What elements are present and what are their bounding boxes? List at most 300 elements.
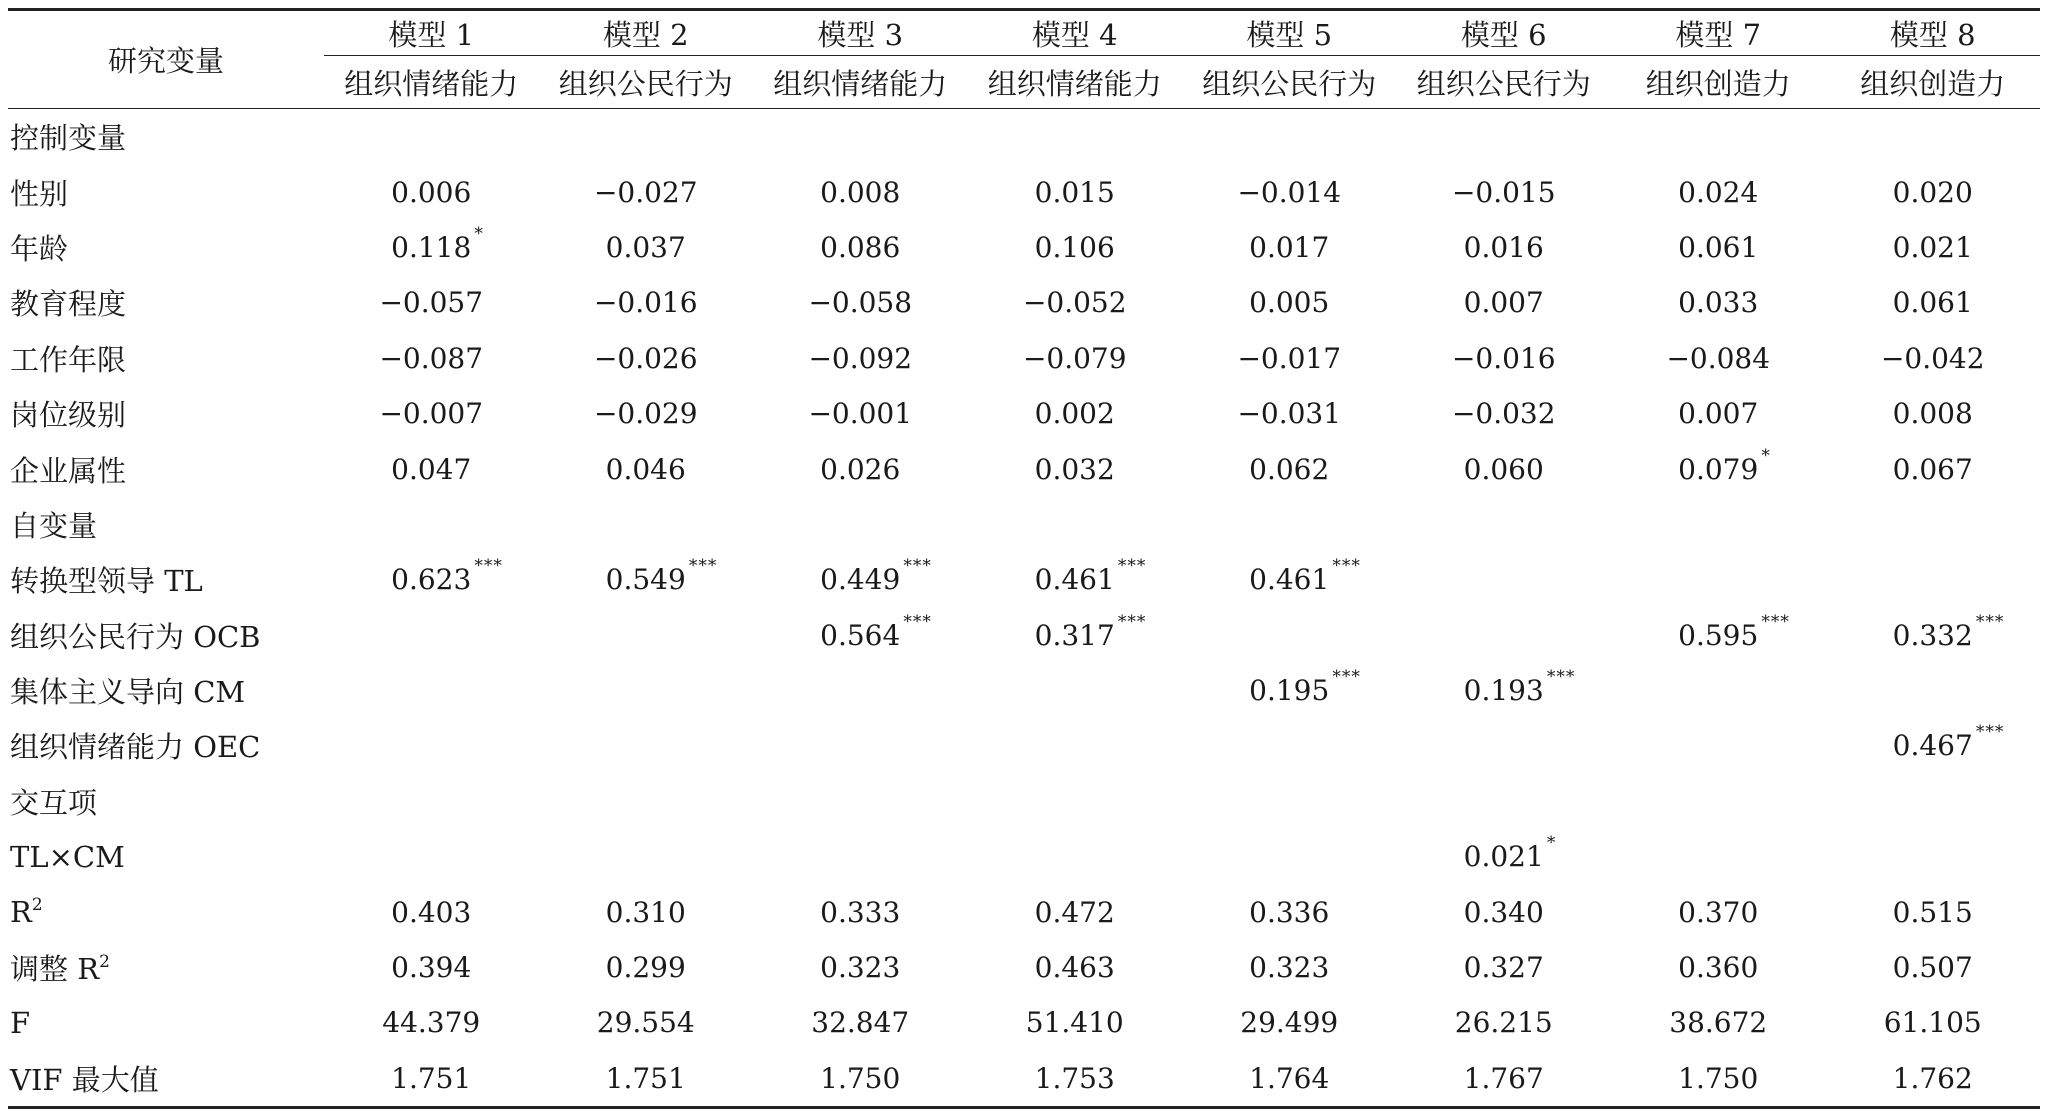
cell-value: −0.016 bbox=[1451, 341, 1556, 375]
model-header-8: 模型 8 bbox=[1826, 10, 2041, 56]
coefficient-cell bbox=[968, 497, 1183, 552]
dependent-variable-header-6: 组织公民行为 bbox=[1416, 66, 1591, 101]
table-row bbox=[8, 331, 2040, 386]
cell-value: −0.016 bbox=[593, 286, 698, 320]
coefficient-cell bbox=[968, 109, 1183, 165]
coefficient-cell bbox=[1826, 220, 2041, 275]
coefficient-cell bbox=[1397, 164, 1612, 219]
cell-value: 0.463 bbox=[1034, 951, 1115, 985]
cell-value: 0.005 bbox=[1249, 286, 1330, 320]
row-label-superscript: 2 bbox=[99, 952, 110, 973]
coefficient-cell bbox=[1826, 331, 2041, 386]
cell-value: 0.061 bbox=[1678, 230, 1759, 264]
significance-marker: * bbox=[1761, 445, 1771, 466]
cell-value: 0.299 bbox=[605, 951, 686, 985]
coefficient-cell bbox=[1826, 275, 2041, 330]
cell-value: 0.118 bbox=[391, 230, 472, 264]
coefficient-cell bbox=[1397, 331, 1612, 386]
cell-value: 1.767 bbox=[1463, 1061, 1544, 1095]
coefficient-cell bbox=[324, 718, 539, 773]
cell-value: 61.105 bbox=[1883, 1006, 1982, 1040]
cell-value: −0.031 bbox=[1237, 397, 1342, 431]
coefficient-cell bbox=[968, 940, 1183, 995]
significance-marker: *** bbox=[1332, 667, 1361, 688]
coefficient-cell bbox=[539, 663, 754, 718]
coefficient-cell bbox=[1611, 441, 1826, 496]
cell-value-with-significance bbox=[1463, 833, 1557, 874]
coefficient-cell bbox=[539, 441, 754, 496]
table-row bbox=[8, 940, 2040, 995]
cell-value: 0.310 bbox=[605, 895, 686, 929]
cell-value: 0.020 bbox=[1892, 175, 1973, 209]
coefficient-cell bbox=[753, 995, 968, 1050]
coefficient-cell bbox=[968, 1051, 1183, 1108]
cell-value: 29.499 bbox=[1240, 1006, 1339, 1040]
coefficient-cell bbox=[753, 774, 968, 829]
table-row bbox=[8, 497, 2040, 552]
coefficient-cell bbox=[1611, 718, 1826, 773]
cell-value-with-significance bbox=[820, 556, 932, 597]
row-label bbox=[8, 275, 324, 330]
coefficient-cell bbox=[1826, 164, 2041, 219]
cell-value: 0.467 bbox=[1892, 729, 1973, 763]
significance-marker: * bbox=[474, 223, 484, 244]
coefficient-cell bbox=[1397, 829, 1612, 884]
coefficient-cell bbox=[1182, 275, 1397, 330]
coefficient-cell bbox=[1611, 1051, 1826, 1108]
model-header-4: 模型 4 bbox=[968, 10, 1183, 56]
row-label bbox=[8, 940, 324, 995]
cell-value: 0.461 bbox=[1034, 563, 1115, 597]
cell-value: 0.336 bbox=[1249, 895, 1330, 929]
cell-value: 0.333 bbox=[820, 895, 901, 929]
cell-value: 0.015 bbox=[1034, 175, 1115, 209]
significance-marker: *** bbox=[1117, 611, 1147, 632]
cell-value: 0.024 bbox=[1678, 175, 1759, 209]
coefficient-cell bbox=[324, 608, 539, 663]
significance-marker: *** bbox=[1332, 556, 1361, 577]
coefficient-cell bbox=[1182, 109, 1397, 165]
cell-value: 0.549 bbox=[605, 563, 686, 597]
cell-value: 0.026 bbox=[820, 452, 901, 486]
coefficient-cell bbox=[1397, 663, 1612, 718]
significance-marker: *** bbox=[1117, 556, 1147, 577]
cell-value: −0.026 bbox=[593, 341, 698, 375]
model-header-1: 模型 1 bbox=[324, 10, 539, 56]
coefficient-cell bbox=[968, 441, 1183, 496]
coefficient-cell bbox=[324, 663, 539, 718]
coefficient-cell bbox=[1826, 608, 2041, 663]
coefficient-cell bbox=[1182, 718, 1397, 773]
table-row bbox=[8, 441, 2040, 496]
coefficient-cell bbox=[1611, 220, 1826, 275]
coefficient-cell bbox=[1611, 552, 1826, 607]
coefficient-cell bbox=[1182, 608, 1397, 663]
cell-value-with-significance bbox=[1034, 556, 1147, 597]
coefficient-cell bbox=[968, 220, 1183, 275]
coefficient-cell bbox=[1611, 497, 1826, 552]
row-label bbox=[8, 1051, 324, 1108]
coefficient-cell bbox=[968, 275, 1183, 330]
coefficient-cell bbox=[1182, 441, 1397, 496]
cell-value: 0.033 bbox=[1678, 286, 1759, 320]
coefficient-cell bbox=[753, 663, 968, 718]
row-label-text: 岗位级别 bbox=[10, 398, 127, 433]
cell-value: 1.750 bbox=[1678, 1061, 1759, 1095]
coefficient-cell bbox=[1397, 441, 1612, 496]
cell-value: 26.215 bbox=[1454, 1006, 1553, 1040]
coefficient-cell bbox=[1182, 220, 1397, 275]
table-row bbox=[8, 718, 2040, 773]
coefficient-cell bbox=[1826, 441, 2041, 496]
coefficient-cell bbox=[539, 608, 754, 663]
coefficient-cell bbox=[539, 995, 754, 1050]
cell-value: −0.032 bbox=[1451, 397, 1556, 431]
row-label bbox=[8, 164, 324, 219]
table-header bbox=[8, 10, 2040, 109]
row-label-text: 调整 R bbox=[10, 952, 100, 987]
cell-value: 0.067 bbox=[1892, 452, 1973, 486]
table-row bbox=[8, 386, 2040, 441]
cell-value: 0.332 bbox=[1892, 618, 1973, 652]
table-row bbox=[8, 829, 2040, 884]
coefficient-cell bbox=[1611, 940, 1826, 995]
cell-value: 0.370 bbox=[1678, 895, 1759, 929]
table-row bbox=[8, 774, 2040, 829]
coefficient-cell bbox=[539, 497, 754, 552]
coefficient-cell bbox=[1182, 829, 1397, 884]
coefficient-cell bbox=[1826, 497, 2041, 552]
row-label-text: 组织公民行为 OCB bbox=[10, 619, 261, 654]
coefficient-cell bbox=[753, 608, 968, 663]
coefficient-cell bbox=[539, 884, 754, 939]
coefficient-cell bbox=[324, 220, 539, 275]
coefficient-cell bbox=[539, 386, 754, 441]
coefficient-cell bbox=[1826, 109, 2041, 165]
cell-value: −0.058 bbox=[808, 286, 913, 320]
coefficient-cell bbox=[1611, 995, 1826, 1050]
coefficient-cell bbox=[324, 552, 539, 607]
cell-value-with-significance bbox=[1678, 445, 1771, 486]
coefficient-cell bbox=[1826, 774, 2041, 829]
cell-value: 0.323 bbox=[820, 951, 901, 985]
coefficient-cell bbox=[753, 386, 968, 441]
coefficient-cell bbox=[753, 220, 968, 275]
cell-value: 38.672 bbox=[1669, 1006, 1768, 1040]
coefficient-cell bbox=[1397, 884, 1612, 939]
coefficient-cell bbox=[1611, 164, 1826, 219]
cell-value: 0.449 bbox=[820, 563, 901, 597]
coefficient-cell bbox=[753, 884, 968, 939]
coefficient-cell bbox=[324, 497, 539, 552]
coefficient-cell bbox=[1826, 940, 2041, 995]
header-row-models bbox=[8, 10, 2040, 56]
coefficient-cell bbox=[1611, 774, 1826, 829]
model-header-2: 模型 2 bbox=[539, 10, 754, 56]
cell-value-with-significance bbox=[1249, 556, 1361, 597]
coefficient-cell bbox=[324, 940, 539, 995]
coefficient-cell bbox=[1182, 774, 1397, 829]
coefficient-cell bbox=[968, 164, 1183, 219]
table-row bbox=[8, 995, 2040, 1050]
cell-value: −0.084 bbox=[1666, 341, 1771, 375]
dependent-variable-header-1: 组织情绪能力 bbox=[344, 66, 519, 101]
coefficient-cell bbox=[539, 164, 754, 219]
cell-value: 0.060 bbox=[1463, 452, 1544, 486]
coefficient-cell bbox=[324, 884, 539, 939]
cell-value: 0.037 bbox=[605, 230, 686, 264]
coefficient-cell bbox=[1611, 275, 1826, 330]
row-label-text: TL×CM bbox=[10, 839, 125, 874]
coefficient-cell bbox=[324, 109, 539, 165]
coefficient-cell bbox=[324, 829, 539, 884]
cell-value-with-significance bbox=[1249, 667, 1361, 708]
row-label bbox=[8, 220, 324, 275]
coefficient-cell bbox=[539, 718, 754, 773]
row-label-text: 工作年限 bbox=[10, 342, 127, 377]
table-row bbox=[8, 164, 2040, 219]
cell-value-with-significance bbox=[1463, 667, 1576, 708]
coefficient-cell bbox=[1826, 663, 2041, 718]
table-row bbox=[8, 1051, 2040, 1108]
cell-value: 0.032 bbox=[1034, 452, 1115, 486]
significance-marker: *** bbox=[903, 611, 932, 632]
coefficient-cell bbox=[1397, 220, 1612, 275]
coefficient-cell bbox=[539, 829, 754, 884]
cell-value: 0.017 bbox=[1249, 230, 1330, 264]
row-label-superscript: 2 bbox=[31, 895, 43, 916]
coefficient-cell bbox=[968, 774, 1183, 829]
cell-value: 0.323 bbox=[1249, 951, 1330, 985]
row-label-text: 企业属性 bbox=[10, 453, 127, 488]
model-header-6: 模型 6 bbox=[1397, 10, 1612, 56]
cell-value: 29.554 bbox=[596, 1006, 695, 1040]
coefficient-cell bbox=[539, 275, 754, 330]
cell-value: 0.046 bbox=[605, 452, 686, 486]
cell-value: 0.008 bbox=[1892, 397, 1973, 431]
significance-marker: * bbox=[1546, 833, 1557, 854]
dependent-variable-header-5: 组织公民行为 bbox=[1202, 66, 1377, 101]
cell-value: 0.340 bbox=[1463, 895, 1544, 929]
coefficient-cell bbox=[1826, 884, 2041, 939]
coefficient-cell bbox=[539, 109, 754, 165]
row-label-text: 交互项 bbox=[10, 785, 98, 820]
row-label-text: F bbox=[10, 1005, 31, 1040]
cell-value: 0.008 bbox=[820, 175, 901, 209]
coefficient-cell bbox=[1397, 275, 1612, 330]
cell-value: 0.515 bbox=[1892, 895, 1973, 929]
coefficient-cell bbox=[968, 663, 1183, 718]
coefficient-cell bbox=[1826, 718, 2041, 773]
coefficient-cell bbox=[324, 164, 539, 219]
cell-value: 0.006 bbox=[391, 175, 472, 209]
table-row bbox=[8, 884, 2040, 939]
cell-value: 51.410 bbox=[1025, 1006, 1124, 1040]
coefficient-cell bbox=[1182, 386, 1397, 441]
coefficient-cell bbox=[1397, 940, 1612, 995]
row-label bbox=[8, 497, 324, 552]
model-header-3: 模型 3 bbox=[753, 10, 968, 56]
cell-value-with-significance bbox=[1892, 611, 2005, 652]
row-label bbox=[8, 386, 324, 441]
row-label-text: 组织情绪能力 OEC bbox=[10, 730, 261, 765]
cell-value: 0.021 bbox=[1892, 230, 1973, 264]
significance-marker: *** bbox=[1975, 611, 2005, 632]
cell-value: −0.092 bbox=[808, 341, 913, 375]
variable-column-header: 研究变量 bbox=[107, 44, 224, 78]
coefficient-cell bbox=[324, 331, 539, 386]
coefficient-cell bbox=[753, 331, 968, 386]
coefficient-cell bbox=[1397, 995, 1612, 1050]
coefficient-cell bbox=[1182, 552, 1397, 607]
row-label bbox=[8, 718, 324, 773]
coefficient-cell bbox=[1611, 386, 1826, 441]
coefficient-cell bbox=[968, 884, 1183, 939]
cell-value: 0.195 bbox=[1249, 674, 1330, 708]
row-label-text: 自变量 bbox=[10, 508, 98, 543]
significance-marker: *** bbox=[474, 556, 503, 577]
significance-marker: *** bbox=[1546, 667, 1576, 688]
dependent-variable-header-2: 组织公民行为 bbox=[558, 66, 733, 101]
significance-marker: *** bbox=[903, 556, 932, 577]
cell-value: −0.027 bbox=[593, 175, 698, 209]
coefficient-cell bbox=[1182, 1051, 1397, 1108]
cell-value-with-significance bbox=[391, 556, 503, 597]
cell-value: 32.847 bbox=[811, 1006, 910, 1040]
coefficient-cell bbox=[753, 829, 968, 884]
regression-results-table bbox=[8, 8, 2040, 1109]
table-row bbox=[8, 552, 2040, 607]
cell-value: 0.061 bbox=[1892, 286, 1973, 320]
coefficient-cell bbox=[1826, 829, 2041, 884]
cell-value: −0.007 bbox=[379, 397, 484, 431]
cell-value: 1.762 bbox=[1892, 1061, 1973, 1095]
coefficient-cell bbox=[539, 331, 754, 386]
coefficient-cell bbox=[539, 774, 754, 829]
coefficient-cell bbox=[968, 331, 1183, 386]
coefficient-cell bbox=[539, 552, 754, 607]
coefficient-cell bbox=[324, 441, 539, 496]
coefficient-cell bbox=[1397, 552, 1612, 607]
coefficient-cell bbox=[539, 940, 754, 995]
row-label bbox=[8, 884, 324, 939]
table-row bbox=[8, 663, 2040, 718]
cell-value: 0.007 bbox=[1678, 397, 1759, 431]
model-header-5: 模型 5 bbox=[1182, 10, 1397, 56]
cell-value: 0.062 bbox=[1249, 452, 1330, 486]
coefficient-cell bbox=[1182, 663, 1397, 718]
table-body bbox=[8, 109, 2040, 1108]
cell-value: 1.750 bbox=[820, 1061, 901, 1095]
coefficient-cell bbox=[968, 608, 1183, 663]
coefficient-cell bbox=[1397, 109, 1612, 165]
row-label-text: 集体主义导向 CM bbox=[10, 675, 246, 710]
cell-value: 0.193 bbox=[1463, 674, 1544, 708]
cell-value: 44.379 bbox=[382, 1006, 481, 1040]
cell-value: 0.327 bbox=[1463, 951, 1544, 985]
cell-value-with-significance bbox=[1892, 722, 2005, 763]
cell-value: 0.047 bbox=[391, 452, 472, 486]
coefficient-cell bbox=[539, 220, 754, 275]
row-label bbox=[8, 552, 324, 607]
significance-marker: *** bbox=[688, 556, 718, 577]
coefficient-cell bbox=[968, 829, 1183, 884]
coefficient-cell bbox=[1611, 109, 1826, 165]
coefficient-cell bbox=[968, 552, 1183, 607]
coefficient-cell bbox=[968, 995, 1183, 1050]
coefficient-cell bbox=[753, 718, 968, 773]
table-row bbox=[8, 220, 2040, 275]
cell-value: 1.751 bbox=[605, 1061, 686, 1095]
coefficient-cell bbox=[753, 940, 968, 995]
coefficient-cell bbox=[1182, 164, 1397, 219]
coefficient-cell bbox=[1611, 331, 1826, 386]
cell-value-with-significance bbox=[1678, 611, 1790, 652]
coefficient-cell bbox=[1397, 608, 1612, 663]
row-label bbox=[8, 829, 324, 884]
cell-value: 0.079 bbox=[1678, 452, 1759, 486]
cell-value: −0.015 bbox=[1451, 175, 1556, 209]
coefficient-cell bbox=[968, 718, 1183, 773]
cell-value-with-significance bbox=[605, 556, 718, 597]
row-label-text: R bbox=[10, 895, 32, 930]
cell-value: 0.086 bbox=[820, 230, 901, 264]
coefficient-cell bbox=[1611, 608, 1826, 663]
coefficient-cell bbox=[753, 441, 968, 496]
row-label-text: 年龄 bbox=[10, 231, 69, 266]
cell-value: 0.360 bbox=[1678, 951, 1759, 985]
cell-value: 1.753 bbox=[1034, 1061, 1115, 1095]
coefficient-cell bbox=[753, 275, 968, 330]
coefficient-cell bbox=[324, 995, 539, 1050]
row-label-text: 教育程度 bbox=[10, 287, 127, 322]
row-label bbox=[8, 663, 324, 718]
cell-value: −0.014 bbox=[1237, 175, 1342, 209]
cell-value: 0.472 bbox=[1034, 895, 1115, 929]
row-label bbox=[8, 331, 324, 386]
cell-value: 0.002 bbox=[1034, 397, 1115, 431]
row-label bbox=[8, 995, 324, 1050]
model-header-7: 模型 7 bbox=[1611, 10, 1826, 56]
coefficient-cell bbox=[1397, 774, 1612, 829]
row-label-text: 性别 bbox=[10, 176, 69, 211]
coefficient-cell bbox=[1826, 386, 2041, 441]
dependent-variable-header-8: 组织创造力 bbox=[1860, 66, 2006, 101]
coefficient-cell bbox=[1182, 884, 1397, 939]
coefficient-cell bbox=[1182, 940, 1397, 995]
table-row bbox=[8, 109, 2040, 165]
cell-value-with-significance bbox=[1034, 611, 1147, 652]
cell-value: 0.595 bbox=[1678, 618, 1759, 652]
cell-value: 0.507 bbox=[1892, 951, 1973, 985]
coefficient-cell bbox=[1826, 1051, 2041, 1108]
cell-value: −0.042 bbox=[1880, 341, 1985, 375]
table-row bbox=[8, 275, 2040, 330]
row-label bbox=[8, 608, 324, 663]
dependent-variable-header-3: 组织情绪能力 bbox=[773, 66, 948, 101]
cell-value-with-significance bbox=[820, 611, 932, 652]
cell-value: 0.007 bbox=[1463, 286, 1544, 320]
cell-value: −0.079 bbox=[1022, 341, 1127, 375]
coefficient-cell bbox=[753, 497, 968, 552]
coefficient-cell bbox=[324, 386, 539, 441]
coefficient-cell bbox=[1397, 1051, 1612, 1108]
row-label-text: 转换型领导 TL bbox=[10, 564, 203, 599]
coefficient-cell bbox=[1182, 331, 1397, 386]
dependent-variable-header-7: 组织创造力 bbox=[1645, 66, 1791, 101]
coefficient-cell bbox=[324, 275, 539, 330]
cell-value: −0.001 bbox=[808, 397, 913, 431]
